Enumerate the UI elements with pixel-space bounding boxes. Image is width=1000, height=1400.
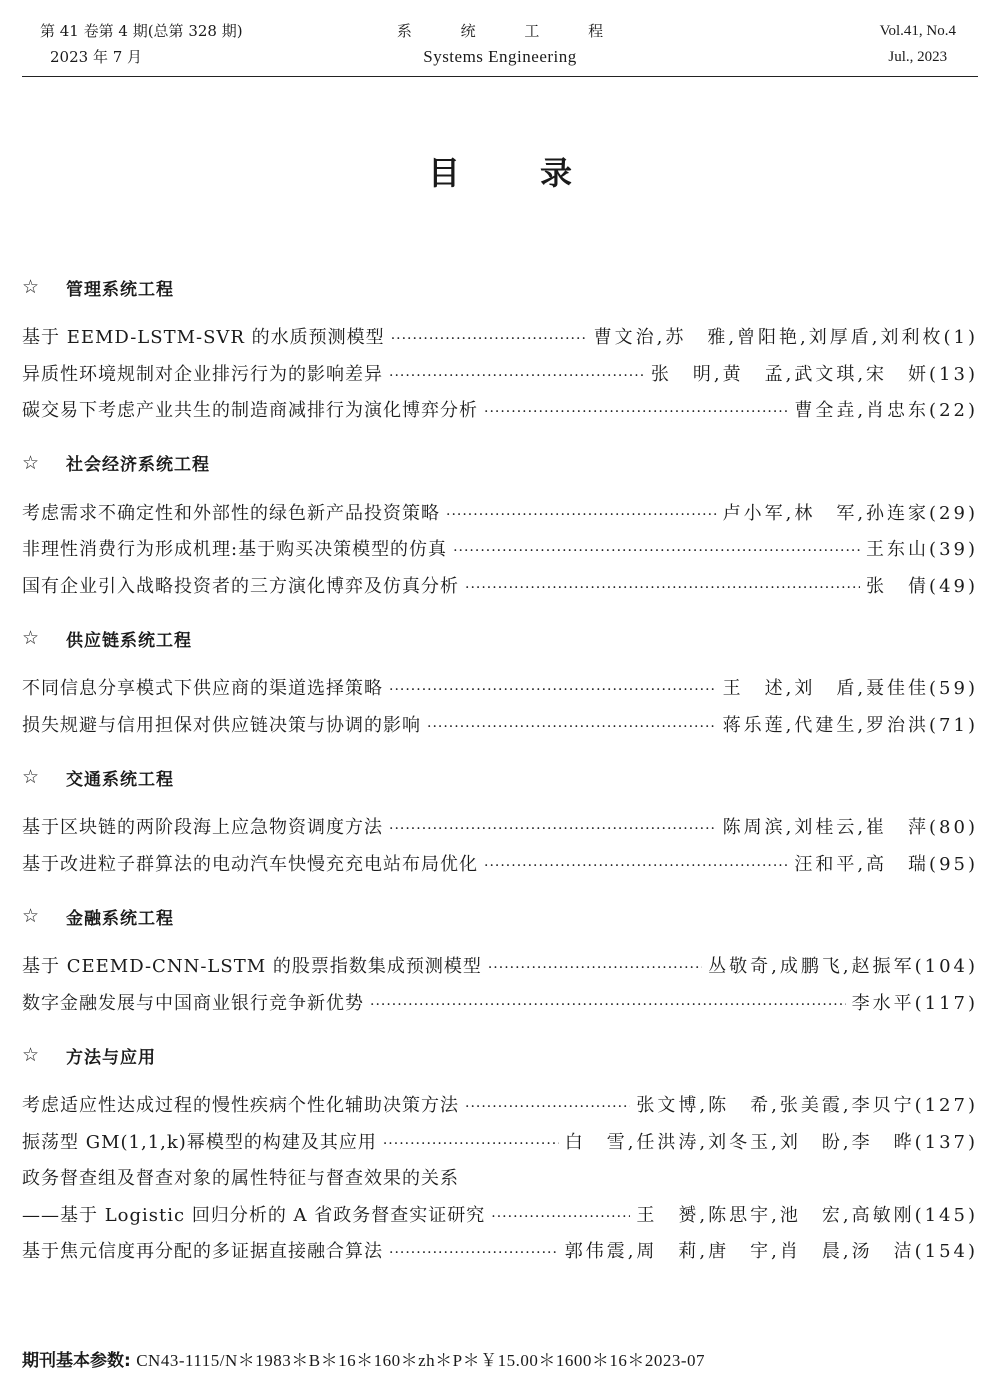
article-title[interactable]: 碳交易下考虑产业共生的制造商减排行为演化博弈分析 [22, 400, 478, 421]
article-authors-page: 白 雪,任洪涛,刘冬玉,刘 盼,李 晔(137) [564, 1131, 978, 1153]
article-authors-page: 张文博,陈 希,张美霞,李贝宁(127) [636, 1095, 978, 1116]
date-en: Jul., 2023 [888, 49, 948, 65]
toc-entry[interactable] [22, 1125, 978, 1162]
dot-leader [488, 949, 702, 987]
parameters-label: 期刊基本参数: [22, 1351, 131, 1371]
dot-leader [446, 496, 717, 534]
article-authors-page: 李水平(117) [851, 992, 978, 1014]
article-authors-page: 曹全垚,肖忠东(22) [794, 400, 978, 421]
toc-section [22, 1036, 978, 1271]
star-icon: ☆ [22, 1044, 41, 1066]
article-title[interactable]: 不同信息分享模式下供应商的渠道选择策略 [22, 678, 383, 699]
toc-entry[interactable] [22, 569, 978, 606]
toc-entry[interactable] [22, 1234, 978, 1271]
article-authors-page: 曹文治,苏 雅,曾阳艳,刘厚盾,刘利枚(1) [593, 327, 978, 348]
page-header [22, 14, 978, 77]
toc-entry[interactable] [22, 1088, 978, 1125]
dot-leader [484, 847, 788, 885]
article-authors-page: 卢小军,林 军,孙连家(29) [722, 502, 978, 524]
toc-entry[interactable] [22, 810, 978, 847]
article-title[interactable]: 振荡型 GM(1,1,k)幂模型的构建及其应用 [22, 1131, 377, 1153]
date-cn: 2023 年 7 月 [50, 48, 143, 66]
toc-entry[interactable] [22, 671, 978, 708]
article-title[interactable]: 基于 EEMD-LSTM-SVR 的水质预测模型 [22, 327, 385, 348]
section-heading [22, 758, 978, 796]
toc-entry[interactable] [22, 1198, 978, 1235]
dot-leader [389, 1234, 559, 1272]
toc-section [22, 444, 978, 606]
article-authors-page: 陈周滨,刘桂云,崔 萍(80) [722, 817, 978, 838]
toc-entry[interactable] [22, 1161, 978, 1198]
dot-leader [465, 1088, 630, 1126]
volume-issue-cn: 第 41 卷第 4 期(总第 328 期) [40, 22, 243, 40]
journal-name-en: Systems Engineering [423, 47, 577, 66]
article-title[interactable]: 基于区块链的两阶段海上应急物资调度方法 [22, 817, 383, 838]
dot-leader [453, 532, 860, 570]
section-title: 交通系统工程 [66, 769, 174, 790]
toc-section [22, 758, 978, 883]
article-title[interactable]: 考虑适应性达成过程的慢性疾病个性化辅助决策方法 [22, 1095, 459, 1116]
article-authors-page: 王东山(39) [866, 539, 978, 560]
toc-entry[interactable] [22, 496, 978, 533]
toc-entry[interactable] [22, 320, 978, 357]
article-authors-page: 王 赟,陈思宇,池 宏,高敏刚(145) [636, 1204, 978, 1226]
toc-entry[interactable] [22, 357, 978, 394]
toc-section [22, 268, 978, 430]
article-title[interactable]: 损失规避与信用担保对供应链决策与协调的影响 [22, 714, 421, 736]
journal-parameters [22, 1346, 978, 1376]
dot-leader [491, 1198, 630, 1236]
toc-entry[interactable] [22, 393, 978, 430]
article-title[interactable]: 非理性消费行为形成机理:基于购买决策模型的仿真 [22, 539, 448, 560]
section-heading [22, 619, 978, 657]
article-authors-page: 张 倩(49) [866, 575, 978, 597]
dot-leader [484, 393, 788, 431]
article-authors-page: 郭伟震,周 莉,唐 宇,肖 晨,汤 洁(154) [564, 1241, 978, 1262]
article-title[interactable]: 政务督查组及督查对象的属性特征与督查效果的关系 [22, 1168, 459, 1189]
section-title: 方法与应用 [66, 1047, 156, 1068]
section-heading [22, 1036, 978, 1074]
journal-name-cn: 系 统 工 程 [396, 22, 626, 40]
section-title: 金融系统工程 [66, 908, 174, 929]
article-title[interactable]: 异质性环境规制对企业排污行为的影响差异 [22, 363, 383, 385]
dot-leader [427, 708, 717, 746]
page-title: 目录 [427, 154, 652, 192]
toc-entry[interactable] [22, 708, 978, 745]
dot-leader [389, 810, 717, 848]
dot-leader [370, 986, 846, 1024]
article-title[interactable]: 基于 CEEMD-CNN-LSTM 的股票指数集成预测模型 [22, 956, 482, 977]
table-of-contents [22, 268, 978, 1285]
article-title[interactable]: 国有企业引入战略投资者的三方演化博弈及仿真分析 [22, 575, 459, 597]
star-icon: ☆ [22, 905, 41, 927]
article-authors-page: 王 述,刘 盾,聂佳佳(59) [722, 678, 978, 699]
toc-entry[interactable] [22, 986, 978, 1023]
article-title[interactable]: 基于改进粒子群算法的电动汽车快慢充充电站布局优化 [22, 853, 478, 875]
article-title[interactable]: 考虑需求不确定性和外部性的绿色新产品投资策略 [22, 502, 440, 524]
dot-leader [391, 320, 588, 358]
article-authors-page: 蒋乐莲,代建生,罗治洪(71) [722, 714, 978, 736]
toc-entry[interactable] [22, 949, 978, 986]
section-heading [22, 897, 978, 935]
header-issue-en [880, 18, 956, 70]
toc-entry[interactable] [22, 847, 978, 884]
star-icon: ☆ [22, 451, 41, 474]
dot-leader [383, 1125, 559, 1163]
dot-leader [389, 357, 645, 395]
header-journal [22, 18, 978, 70]
section-heading [22, 268, 978, 306]
toc-section [22, 619, 978, 744]
article-title[interactable]: 数字金融发展与中国商业银行竞争新优势 [22, 992, 364, 1014]
article-title[interactable]: ——基于 Logistic 回归分析的 A 省政务督查实证研究 [22, 1204, 486, 1226]
toc-section [22, 897, 978, 1022]
section-title: 社会经济系统工程 [66, 455, 210, 475]
volume-issue-en: Vol.41, No.4 [879, 23, 956, 39]
parameters-value: CN43-1115/N＊1983＊B＊16＊160＊zh＊P＊￥15.00＊1600＊16＊2023-07 [136, 1351, 705, 1370]
star-icon: ☆ [22, 766, 41, 788]
section-heading [22, 444, 978, 482]
toc-entry[interactable] [22, 532, 978, 569]
dot-leader [389, 671, 717, 709]
section-title: 管理系统工程 [66, 279, 174, 300]
article-authors-page: 张 明,黄 孟,武文琪,宋 妍(13) [650, 363, 978, 385]
star-icon: ☆ [22, 276, 41, 298]
article-authors-page: 丛敬奇,成鹏飞,赵振军(104) [708, 956, 978, 977]
star-icon: ☆ [22, 627, 41, 649]
article-title[interactable]: 基于焦元信度再分配的多证据直接融合算法 [22, 1241, 383, 1262]
dot-leader [465, 569, 860, 607]
section-title: 供应链系统工程 [66, 630, 192, 651]
article-authors-page: 汪和平,高 瑞(95) [794, 853, 978, 875]
